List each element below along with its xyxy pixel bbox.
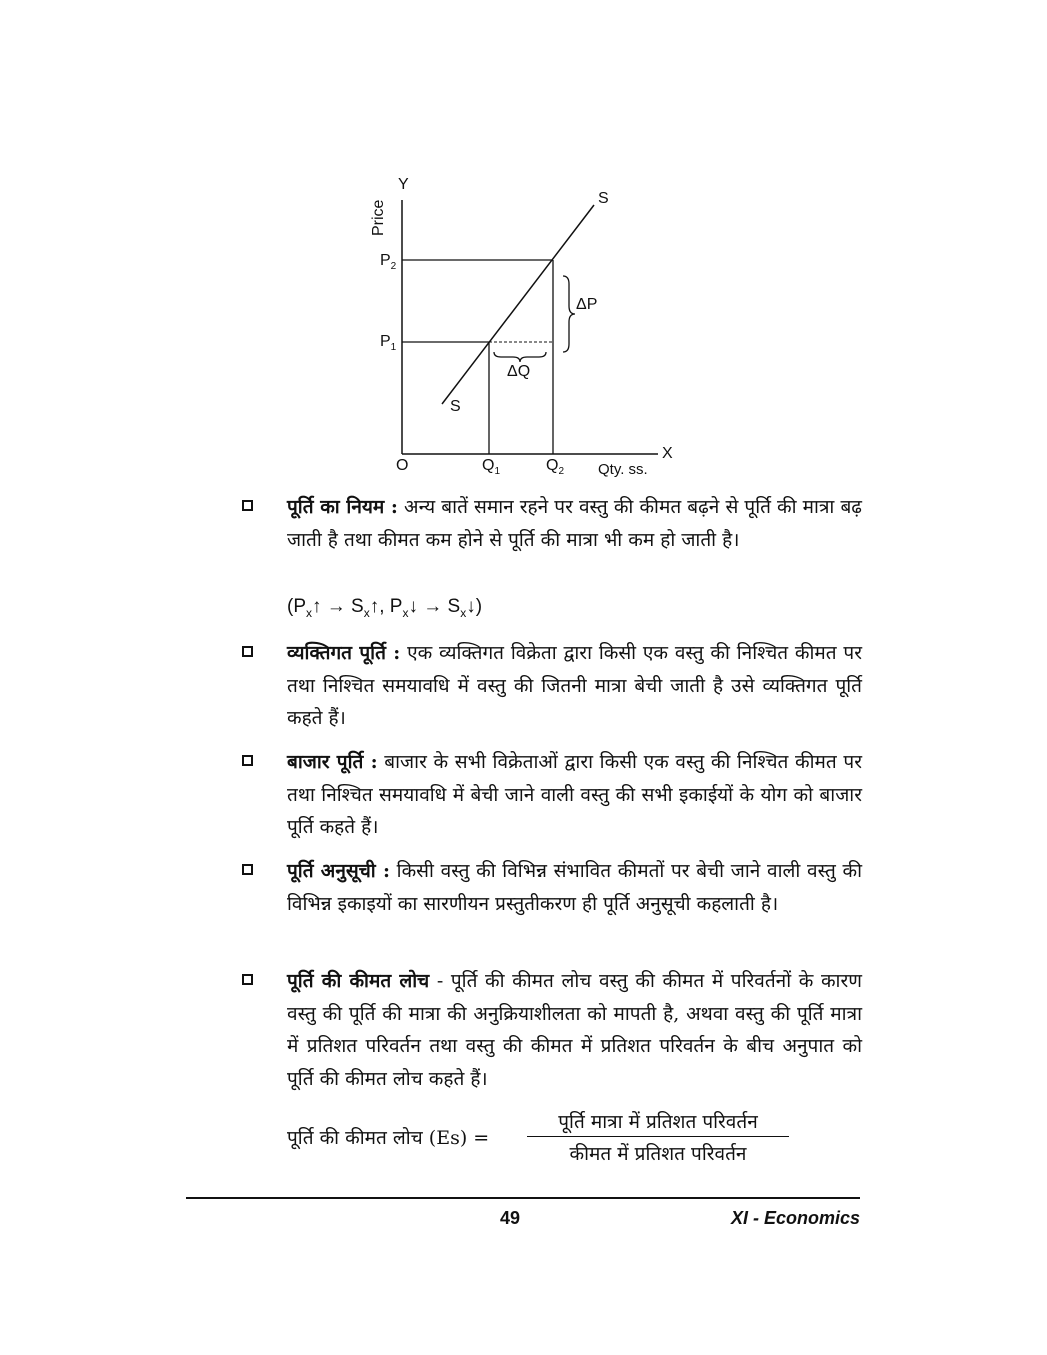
supply-curve-diagram (360, 172, 690, 484)
q2-label: $Q_2$ (546, 457, 565, 478)
definition-body: - पूर्ति की कीमत लोच वस्तु की कीमत में परिवर्तनों के कारण वस्तु की पूर्ति की मात्रा की अनुक्रियाशीलता को मापती है, अथवा वस्तु की पूर्ति मात्रा में प्रतिशत परिवर्तन तथा वस्तु की कीमत में प्रतिशत परिवर्तन के बीच अनुपात को पूर्ति की कीमत लोच कहते हैं। (287, 970, 862, 1090)
definition-text (287, 855, 862, 920)
book-title: XI - Economics (730, 1208, 860, 1228)
price-axis-label: Price (370, 199, 387, 236)
definition-item (242, 746, 862, 844)
y-axis-label: Y (398, 176, 409, 193)
definition-term: व्यक्तिगत पूर्ति : (287, 642, 401, 664)
definition-term: पूर्ति अनुसूची : (287, 860, 390, 882)
checkbox-bullet-icon (242, 974, 253, 985)
curve-label-bottom: S (450, 398, 461, 415)
footer-divider (186, 1197, 860, 1199)
definition-item (242, 491, 862, 556)
delta-p-brace (563, 276, 575, 352)
definition-text (287, 637, 862, 735)
fraction-bar (527, 1136, 789, 1137)
p2-label: $P_2$ (380, 252, 397, 273)
definition-body: बाजार के सभी विक्रेताओं द्वारा किसी एक वस्तु की निश्चित कीमत पर तथा निश्चित समयावधि में बेची जाने वाली वस्तु की सभी इकाईयों के योग को बाजार पूर्ति कहते हैं। (287, 751, 862, 838)
delta-p-label: ΔP (576, 296, 598, 313)
definition-text (287, 746, 862, 844)
formula-denominator: कीमत में प्रतिशत परिवर्तन (569, 1143, 747, 1165)
definition-term: पूर्ति की कीमत लोच (287, 970, 430, 992)
definition-term: बाजार पूर्ति : (287, 751, 378, 773)
definition-term: पूर्ति का नियम : (287, 496, 398, 518)
definition-body: एक व्यक्तिगत विक्रेता द्वारा किसी एक वस्तु की निश्चित कीमत पर तथा निश्चित समयावधि में वस्तु की जितनी मात्रा बेची जाती है उसे व्यक्तिगत पूर्ति कहते हैं। (287, 642, 862, 729)
definition-body: किसी वस्तु की विभिन्न संभावित कीमतों पर बेची जाने वाली वस्तु की विभिन्न इकाइयों का सारणीयन प्रस्तुतीकरण ही पूर्ति अनुसूची कहलाती है। (287, 860, 862, 915)
definition-item (242, 855, 862, 920)
elasticity-formula (287, 1108, 807, 1168)
formula-lhs: पूर्ति की कीमत लोच (Es) = (287, 1127, 490, 1149)
supply-curve-figure (360, 172, 690, 484)
checkbox-bullet-icon (242, 646, 253, 657)
checkbox-bullet-icon (242, 500, 253, 511)
definition-item (242, 965, 862, 1095)
delta-q-brace (494, 352, 546, 362)
definition-text (287, 965, 862, 1095)
curve-label-top: S (598, 190, 609, 207)
definition-body: अन्य बातें समान रहने पर वस्तु की कीमत बढ़ने से पूर्ति की मात्रा बढ़ जाती है तथा कीमत कम होने से पूर्ति की मात्रा भी कम हो जाती है। (287, 496, 862, 551)
checkbox-bullet-icon (242, 755, 253, 766)
definition-item (242, 637, 862, 735)
page-number: 49 (500, 1208, 521, 1228)
formula-numerator: पूर्ति मात्रा में प्रतिशत परिवर्तन (558, 1111, 758, 1133)
origin-label: O (396, 457, 409, 474)
p1-label: $P_1$ (380, 333, 397, 354)
checkbox-bullet-icon (242, 864, 253, 875)
x-axis-label: X (662, 445, 673, 462)
delta-q-label: ΔQ (507, 363, 531, 380)
supply-law-notation: ($P_x↑$ → $S_x↑$, $P_x↓$ → $S_x↓$) (287, 596, 483, 620)
definition-text (287, 491, 862, 556)
q1-label: $Q_1$ (482, 457, 501, 478)
x-axis-title: Qty. ss. (598, 461, 648, 478)
